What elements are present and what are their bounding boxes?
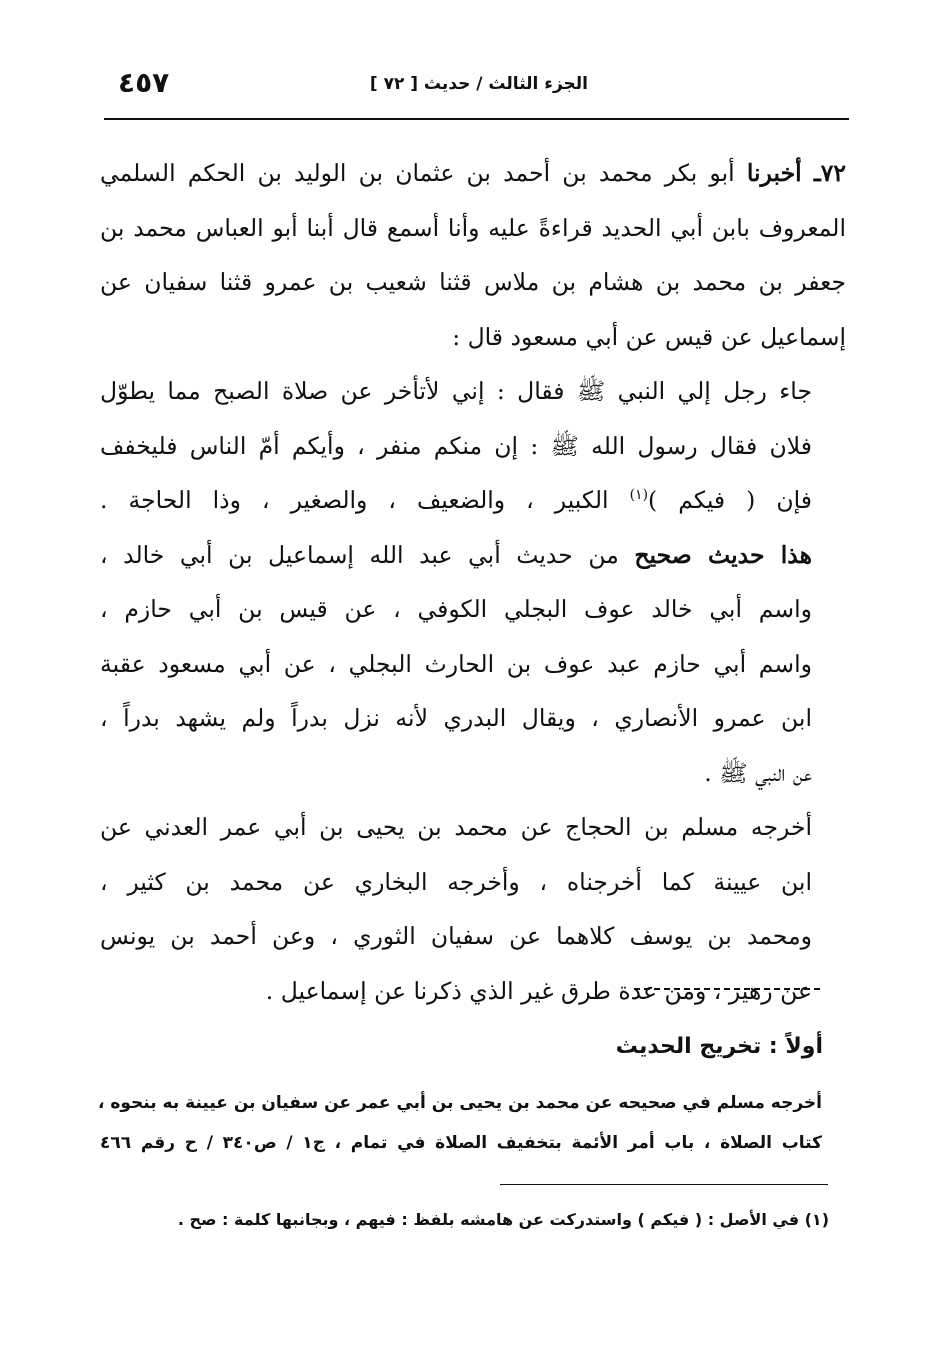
header-rule: [104, 118, 849, 120]
page-header: [110, 66, 850, 106]
matn-text: الكبير ، والضعيف ، والصغير ، وذا الحاجة .: [100, 486, 630, 514]
text-line: واسم أبي حازم عبد عوف بن الحارث البجلي ، عن أبي مسعود عقبة: [100, 649, 812, 678]
text-line: أخرجه مسلم بن الحجاج عن محمد بن يحيى بن أبي عمر العدني عن: [100, 813, 812, 841]
section-separator: [634, 988, 820, 990]
text-line: فلان فقال رسول الله ﷺ : إن منكم منفر ، وأيكم أمّ الناس فليخفف: [100, 431, 812, 460]
hadith-grade: هذا حديث صحيح: [634, 540, 813, 569]
commentary-text: [97, 1083, 822, 1163]
hadith-body: [100, 146, 846, 1018]
text-line: أخرجه مسلم في صحيحه عن محمد بن يحيى بن أبي عمر عن سفيان بن عيينة به بنحوه ،: [97, 1093, 822, 1113]
footnote: (١) في الأصل : ( فيكم ) واستدركت عن هامشه بلفظ : فيهم ، وبجانبها كلمة : صح .: [177, 1210, 829, 1229]
text-line: ابن عيينة كما أخرجناه ، وأخرجه البخاري عن محمد بن كثير ،: [100, 867, 812, 896]
text-line: المعروف بابن أبي الحديد قراءةً عليه وأنا أسمع قال أبنا أبو العباس محمد بن: [100, 213, 846, 242]
hadith-number: ٧٢ـ: [813, 159, 846, 187]
grade-paragraph: [100, 528, 846, 801]
text-line: جعفر بن محمد بن هشام بن ملاس قثنا شعيب بن عمرو قثنا سفيان عن: [100, 268, 846, 296]
text-line: [100, 146, 846, 201]
text-line: عن زهير ، ومن عدة طرق غير الذي ذكرنا عن إسماعيل .: [265, 976, 812, 1005]
akhbarana-word: أخبرنا: [746, 159, 802, 187]
text-line: [100, 473, 846, 528]
text-line: عن النبي ﷺ .: [704, 758, 812, 787]
text-line: ابن عمرو الأنصاري ، ويقال البدري لأنه نزل بدراً ولم يشهد بدراً ،: [100, 704, 812, 732]
text-line: ومحمد بن يوسف كلاهما عن سفيان الثوري ، وعن أحمد بن يونس: [100, 922, 812, 950]
isnad-paragraph: [100, 146, 846, 364]
text-line: واسم أبي خالد عوف البجلي الكوفي ، عن قيس بن أبي حازم ،: [100, 595, 812, 623]
takhrij-paragraph: [100, 800, 846, 1018]
matn-paragraph: [100, 364, 846, 528]
isnad-text: أبو بكر محمد بن أحمد بن عثمان بن الوليد بن الحكم السلمي: [100, 159, 735, 187]
text-line: كتاب الصلاة ، باب أمر الأئمة بتخفيف الصلاة في تمام ، ج١ / ص٣٤٠ / ح رقم ٤٦٦: [100, 1133, 822, 1153]
footnote-ref: (١): [629, 487, 649, 504]
matn-text: فإن ( فيكم ): [648, 486, 812, 514]
running-head: الجزء الثالث / حديث [ ٧٢ ]: [369, 74, 588, 94]
text-line: جاء رجل إلي النبي ﷺ فقال : إني لأتأخر عن صلاة الصبح مما يطوّل: [100, 377, 812, 405]
page-number: ٤٥٧: [118, 66, 170, 99]
footnote-rule: [500, 1184, 828, 1185]
section-title: أولاً : تخريج الحديث: [615, 1034, 823, 1059]
text-line: إسماعيل عن قيس عن أبي مسعود قال :: [452, 322, 846, 351]
text-line: [100, 528, 846, 583]
grade-text: من حديث أبي عبد الله إسماعيل بن أبي خالد ،: [100, 540, 635, 569]
